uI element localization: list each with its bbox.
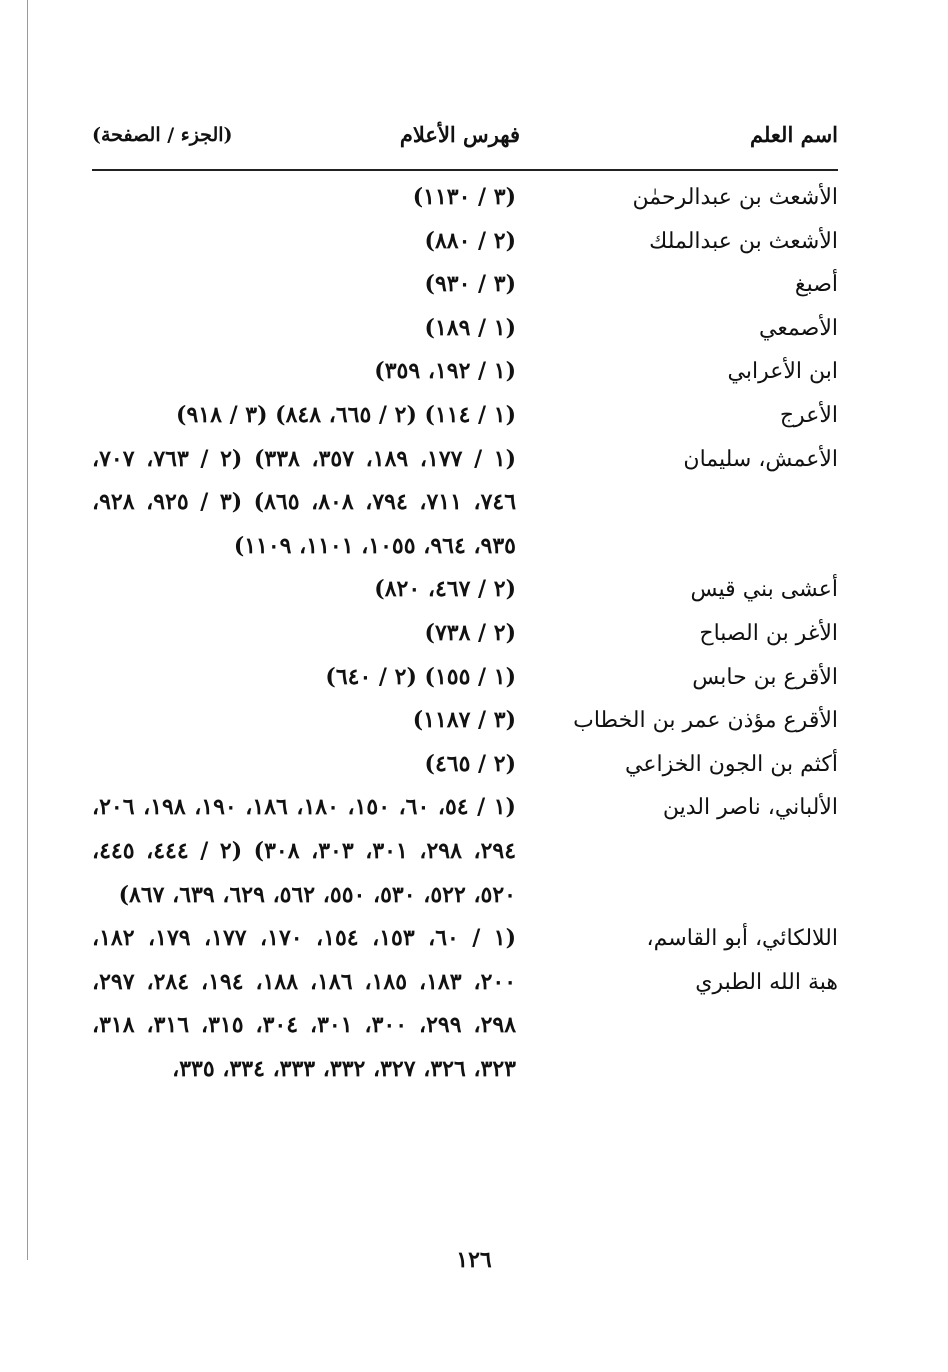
- header-rule: [92, 169, 838, 171]
- entry-pages: (٣ / ٩٣٠): [424, 271, 516, 298]
- entry-name: أعشى بني قيس: [690, 577, 838, 603]
- index-entry: [92, 307, 838, 351]
- entry-pages: (١ / ١٧٧، ١٨٩، ٣٥٧، ٣٣٨) (٢ / ٧٦٣، ٧٠٧، ٧٤٦، ٧١١، ٧٩٤، ٨٠٨، ٨٦٥) (٣ / ٩٢٥، ٩٢٨، ٩٣٥، ٩٦٤، ١٠٥٥، ١١٠١، ١١٠٩): [92, 445, 517, 559]
- index-entry: [92, 656, 838, 700]
- index-entry: [92, 176, 838, 220]
- table-header: [92, 122, 838, 158]
- entry-pages: (٣ / ١١٣٠): [412, 184, 516, 210]
- entry-pages: (٢ / ٧٣٨): [424, 619, 516, 646]
- name-column-heading: اسم العلم: [749, 122, 838, 147]
- page-number: ١٢٦: [456, 1247, 492, 1273]
- index-entry: [92, 394, 838, 438]
- index-entry: [92, 917, 838, 1091]
- entry-name: الأعرج: [779, 402, 838, 428]
- index-entry: [92, 568, 838, 612]
- index-entry: [92, 743, 838, 787]
- index-entry: [92, 220, 838, 264]
- entry-name: الأغر بن الصباح: [699, 620, 838, 646]
- entry-pages: (١ / ٦٠، ١٥٣، ١٥٤، ١٧٠، ١٧٧، ١٧٩، ١٨٢، ٢٠٠، ١٨٣، ١٨٥، ١٨٦، ١٨٨، ١٩٤، ٢٨٤، ٢٩٧، ٢٩٨، ٢٩٩، ٣٠٠، ٣٠١، ٣٠٤، ٣١٥، ٣١٦، ٣١٨، ٣٢٣، ٣٢٦، ٣٢٧، ٣٣٢، ٣٣٣، ٣٣٤، ٣٣٥،: [92, 925, 517, 1082]
- entry-pages: (١ / ١٨٩): [424, 314, 516, 341]
- index-entry: [92, 438, 838, 569]
- entry-name: أصبغ: [794, 272, 838, 298]
- entry-pages: (١ / ١١٤) (٢ / ٦٦٥، ٨٤٨) (٣ / ٩١٨): [176, 401, 516, 428]
- entry-name: الألباني، ناصر الدين: [662, 795, 838, 821]
- entry-pages: (١ / ١٥٥) (٢ / ٦٤٠): [325, 663, 516, 690]
- index-entry: [92, 612, 838, 656]
- scan-edge-line: [27, 0, 28, 1260]
- entry-pages: (٢ / ٤٦٥): [424, 750, 516, 777]
- entry-pages: (١ / ١٩٢، ٣٥٩): [374, 358, 516, 385]
- entry-pages: (٢ / ٨٨٠): [424, 227, 516, 254]
- entry-name: الأشعث بن عبدالرحمٰن: [632, 185, 838, 210]
- index-entry: [92, 786, 838, 917]
- entry-pages: (٢ / ٤٦٧، ٨٢٠): [374, 576, 516, 603]
- index-entry: [92, 350, 838, 394]
- entry-name: الأشعث بن عبدالملك: [649, 228, 838, 254]
- index-entries: [92, 176, 838, 1091]
- index-entry: [92, 263, 838, 307]
- entry-pages: (١ / ٥٤، ٦٠، ١٥٠، ١٨٠، ١٨٦، ١٩٠، ١٩٨، ٢٠٦، ٢٩٤، ٢٩٨، ٣٠١، ٣٠٣، ٣٠٨) (٢ / ٤٤٤، ٤٤٥، ٥٢٠، ٥٢٢، ٥٣٠، ٥٥٠، ٥٦٢، ٦٢٩، ٦٣٩، ٨٦٧): [92, 794, 517, 908]
- entry-name: الأعمش، سليمان: [683, 446, 838, 472]
- entry-name: اللالكائي، أبو القاسم، هبة الله الطبري: [646, 926, 838, 995]
- entry-name: الأصمعي: [758, 315, 838, 341]
- pages-column-heading: (الجزء / الصفحة): [92, 124, 233, 146]
- entry-pages: (٣ / ١١٨٧): [412, 707, 516, 734]
- index-title: فهرس الأعلام: [399, 122, 520, 147]
- entry-name: الأقرع بن حابس: [692, 664, 838, 690]
- index-entry: [92, 699, 838, 743]
- entry-name: أكثم بن الجون الخزاعي: [625, 751, 838, 777]
- entry-name: ابن الأعرابي: [727, 359, 838, 385]
- entry-name: الأقرع مؤذن عمر بن الخطاب: [573, 708, 838, 734]
